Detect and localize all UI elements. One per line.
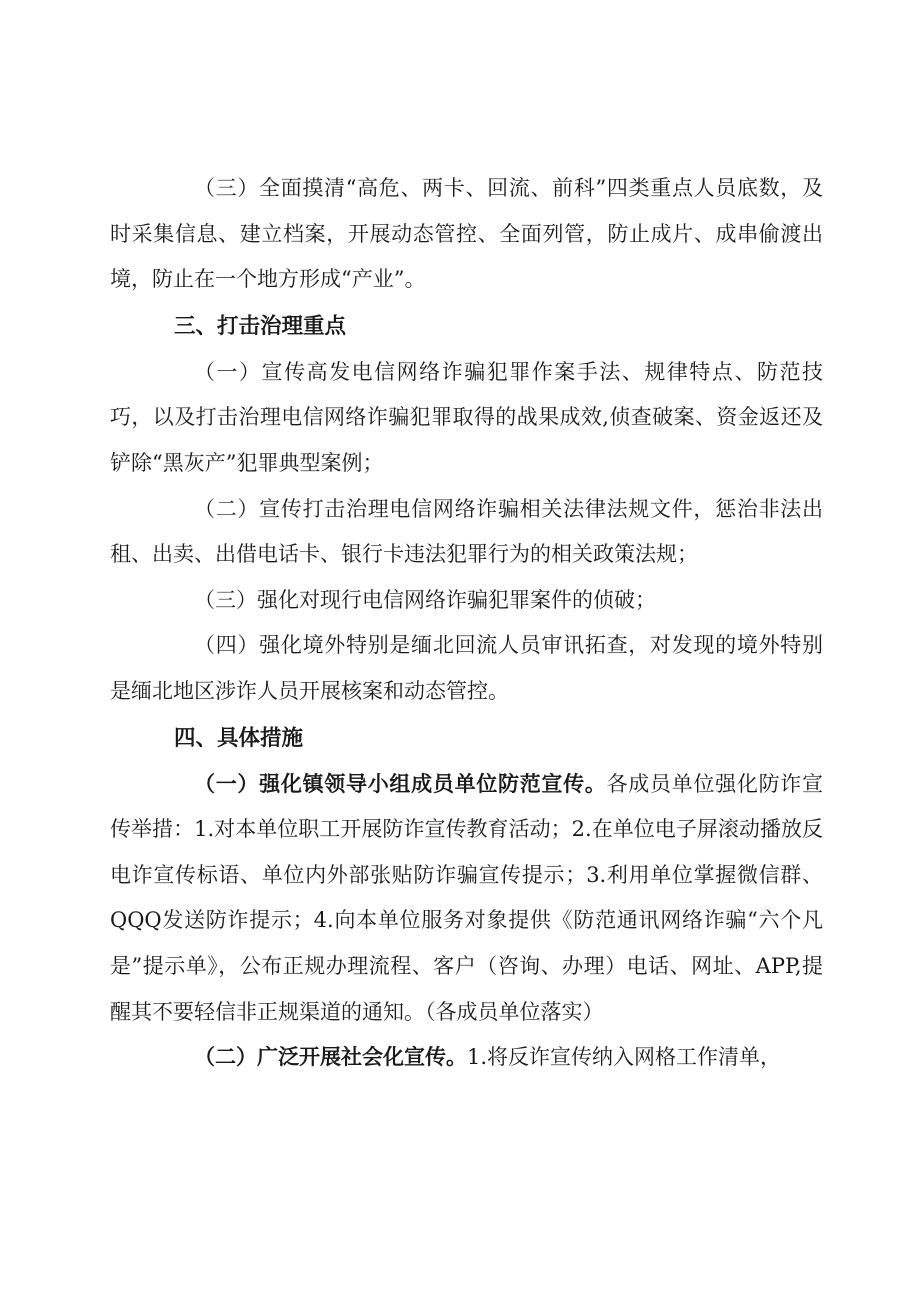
paragraph-propaganda-laws: （二）宣传打击治理电信网络诈骗相关法律法规文件，惩治非法出租、出卖、出借电话卡、银行卡违法犯罪行为的相关政策法规； xyxy=(110,496,823,567)
paragraph-social-propaganda xyxy=(110,1035,823,1081)
paragraph-key-personnel: （三）全面摸清“高危、两卡、回流、前科”四类重点人员底数，及时采集信息、建立档案，开展动态管控、全面列管，防止成片、成串偷渡出境，防止在一个地方形成“产业”。 xyxy=(110,176,823,292)
paragraph-overseas-control: （四）强化境外特别是缅北回流人员审讯拓查，对发现的境外特别是缅北地区涉诈人员开展核案和动态管控。 xyxy=(110,633,823,703)
paragraph-unit-propaganda xyxy=(110,762,823,1036)
paragraph-propaganda-methods: （一）宣传高发电信网络诈骗犯罪作案手法、规律特点、防范技巧，以及打击治理电信网络诈骗犯罪取得的战果成效,侦查破案、资金返还及铲除“黑灰产”犯罪典型案例； xyxy=(110,359,823,475)
section-heading-4: 四、具体措施 xyxy=(174,725,304,751)
document-body xyxy=(110,166,823,1081)
measure-body-2: 1.将反诈宣传纳入网格工作清单， xyxy=(467,1045,782,1070)
measure-body-1: 各成员单位强化防诈宣传举措：1.对本单位职工开展防诈宣传教育活动；2.在单位电子屏滚动播放反电诈宣传标语、单位内外部张贴防诈骗宣传提示；3.利用单位掌握微信群、QQQ发送防诈提示；4.向本单位服务对象提供《防范通讯网络诈骗“六个凡是”提示单》，公布正规办理流程、客户（咨询、办理）电话、网址、APP,提醒其不要轻信非正规渠道的通知。（各成员单位落实） xyxy=(110,771,824,1024)
measure-title-2: （二）广泛开展社会化宣传。 xyxy=(194,1045,467,1070)
measure-title-1: （一）强化镇领导小组成员单位防范宣传。 xyxy=(194,771,607,796)
section-heading-3: 三、打击治理重点 xyxy=(174,313,347,339)
paragraph-case-solving: （三）强化对现行电信网络诈骗犯罪案件的侦破； xyxy=(194,587,656,612)
